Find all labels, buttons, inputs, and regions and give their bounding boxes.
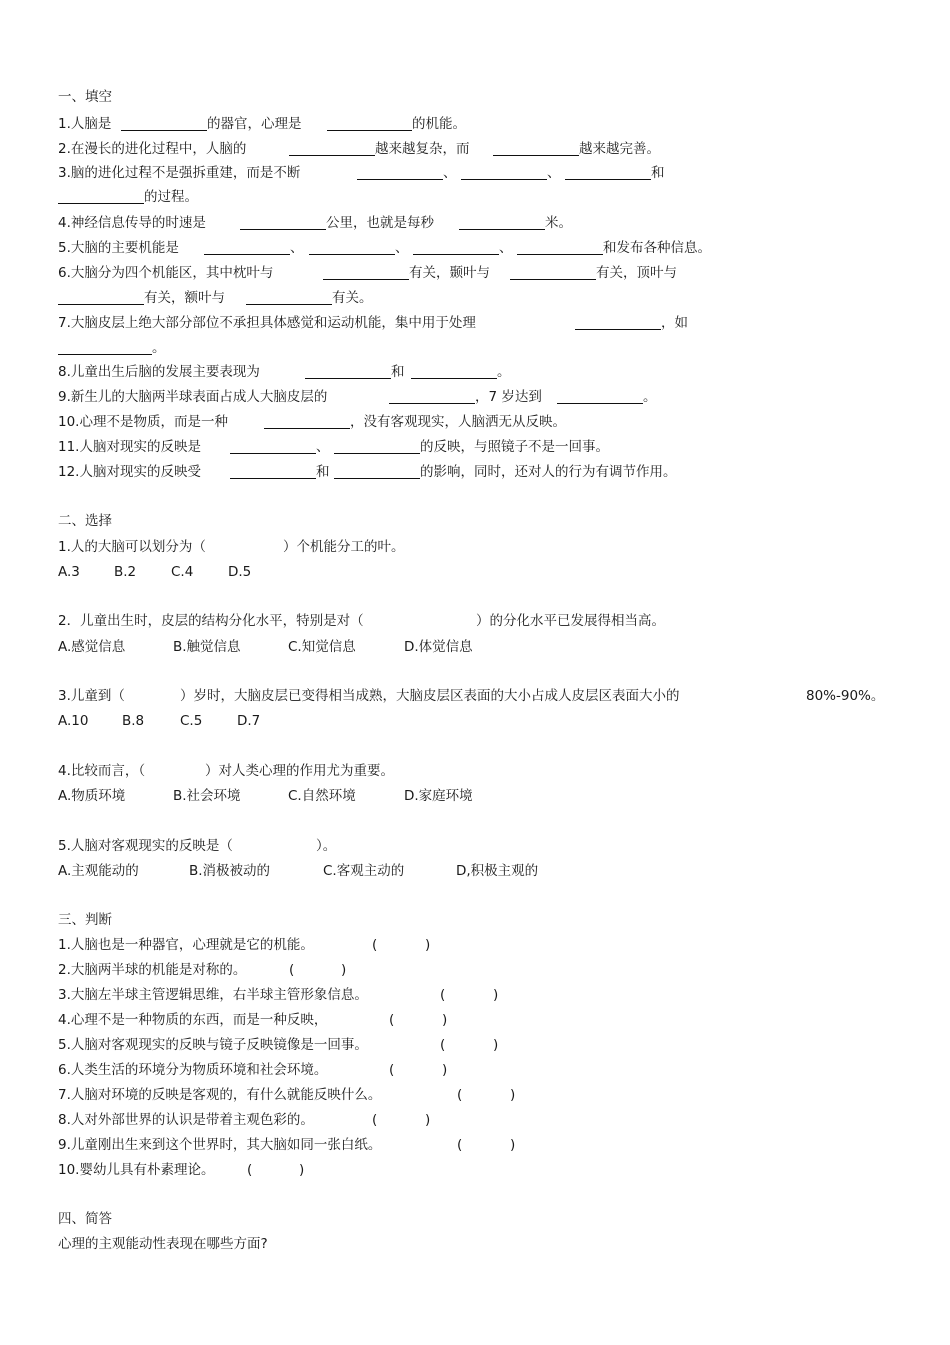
fill-q6-blank-4[interactable] bbox=[246, 304, 332, 305]
fill-q1-text-b: 的器官，心理是 bbox=[207, 116, 302, 132]
fill-q2-blank-2[interactable] bbox=[493, 155, 579, 156]
choice-q5-option-c[interactable]: C.客观主动的 bbox=[323, 863, 405, 879]
fill-q4-text-c: 米。 bbox=[545, 215, 572, 231]
judge-q5-paren-close[interactable]: ) bbox=[493, 1037, 499, 1053]
judge-q1-paren-open[interactable]: ( bbox=[372, 937, 378, 953]
fill-q6-text-d: 有关，额叶与 bbox=[144, 290, 225, 306]
choice-q4-option-c[interactable]: C.自然环境 bbox=[288, 788, 356, 804]
judge-q10-paren-open[interactable]: ( bbox=[247, 1162, 253, 1178]
choice-q4-option-d[interactable]: D.家庭环境 bbox=[404, 788, 473, 804]
fill-q10-text-b: ，没有客观现实，人脑洒无从反映。 bbox=[350, 414, 566, 430]
choice-q2-text-a: 2．儿童出生时，皮层的结构分化水平，特别是对（ bbox=[58, 613, 364, 629]
fill-q5-sep-2: 、 bbox=[395, 240, 409, 256]
judge-q9-paren-open[interactable]: ( bbox=[457, 1137, 463, 1153]
fill-q5-sep-1: 、 bbox=[290, 240, 304, 256]
judge-q9-text: 9.儿童刚出生来到这个世界时，其大脑如同一张白纸。 bbox=[58, 1137, 382, 1153]
choice-q1-option-c[interactable]: C.4 bbox=[171, 564, 194, 580]
fill-q12-text-c: 的影响，同时，还对人的行为有调节作用。 bbox=[420, 464, 677, 480]
fill-q6-blank-3[interactable] bbox=[58, 304, 144, 305]
fill-q3-blank-1[interactable] bbox=[357, 179, 443, 180]
fill-q10-blank-1[interactable] bbox=[264, 428, 350, 429]
fill-q9-text-b: ，7 岁达到 bbox=[475, 389, 542, 405]
fill-q9-text-a: 9.新生儿的大脑两半球表面占成人大脑皮层的 bbox=[58, 389, 328, 405]
fill-q3-sep-1: 、 bbox=[443, 165, 457, 181]
choice-q3-option-a[interactable]: A.10 bbox=[58, 713, 89, 729]
fill-q11-blank-2[interactable] bbox=[334, 453, 420, 454]
choice-q3-option-c[interactable]: C.5 bbox=[180, 713, 203, 729]
fill-q6-blank-2[interactable] bbox=[510, 279, 596, 280]
choice-q5-text-a: 5.人脑对客观现实的反映是（ bbox=[58, 838, 233, 854]
judge-q1-paren-close[interactable]: ) bbox=[425, 937, 431, 953]
judge-q1-text: 1.人脑也是一种器官，心理就是它的机能。 bbox=[58, 937, 314, 953]
choice-q1-option-d[interactable]: D.5 bbox=[228, 564, 252, 580]
judge-q2-text: 2.大脑两半球的机能是对称的。 bbox=[58, 962, 247, 978]
short-q1-text: 心理的主观能动性表现在哪些方面? bbox=[58, 1236, 268, 1252]
fill-q5-text-b: 和发布各种信息。 bbox=[603, 240, 711, 256]
judge-q6-text: 6.人类生活的环境分为物质环境和社会环境。 bbox=[58, 1062, 328, 1078]
fill-q8-blank-1[interactable] bbox=[305, 378, 391, 379]
fill-q3-text-b: 和 bbox=[651, 165, 665, 181]
judge-q5-text: 5.人脑对客观现实的反映与镜子反映镜像是一回事。 bbox=[58, 1037, 368, 1053]
choice-q3-text-a: 3.儿童到（ bbox=[58, 688, 125, 704]
fill-q11-blank-1[interactable] bbox=[230, 453, 316, 454]
fill-q2-blank-1[interactable] bbox=[289, 155, 375, 156]
fill-q8-text-c: 。 bbox=[497, 364, 511, 380]
fill-q6-text-b: 有关，颞叶与 bbox=[409, 265, 490, 281]
fill-q6-text-a: 6.大脑分为四个机能区，其中枕叶与 bbox=[58, 265, 274, 281]
choice-q3-option-d[interactable]: D.7 bbox=[237, 713, 261, 729]
fill-q10-text-a: 10.心理不是物质，而是一种 bbox=[58, 414, 228, 430]
judge-q6-paren-open[interactable]: ( bbox=[389, 1062, 395, 1078]
fill-q9-blank-1[interactable] bbox=[389, 403, 475, 404]
fill-q5-blank-1[interactable] bbox=[204, 254, 290, 255]
fill-q3-sep-2: 、 bbox=[547, 165, 561, 181]
choice-q2-text-b: ）的分化水平已发展得相当高。 bbox=[476, 613, 665, 629]
judge-q3-paren-open[interactable]: ( bbox=[440, 987, 446, 1003]
fill-q7-text-a: 7.大脑皮层上绝大部分部位不承担具体感觉和运动机能，集中用于处理 bbox=[58, 315, 476, 331]
judge-q4-text: 4.心理不是一种物质的东西，而是一种反映， bbox=[58, 1012, 328, 1028]
fill-q12-blank-1[interactable] bbox=[230, 478, 316, 479]
choice-q2-option-b[interactable]: B.触觉信息 bbox=[173, 639, 241, 655]
fill-q7-text-b: ，如 bbox=[661, 315, 688, 331]
fill-q5-blank-2[interactable] bbox=[309, 254, 395, 255]
judge-q8-paren-close[interactable]: ) bbox=[425, 1112, 431, 1128]
judge-q7-paren-open[interactable]: ( bbox=[457, 1087, 463, 1103]
judge-q4-paren-close[interactable]: ) bbox=[442, 1012, 448, 1028]
section-heading-short: 四、简答 bbox=[58, 1211, 112, 1227]
fill-q4-blank-1[interactable] bbox=[240, 229, 326, 230]
fill-q8-text-b: 和 bbox=[391, 364, 405, 380]
fill-q7-blank-1[interactable] bbox=[575, 329, 661, 330]
fill-q12-text-b: 和 bbox=[316, 464, 330, 480]
judge-q3-text: 3.大脑左半球主管逻辑思维，右半球主管形象信息。 bbox=[58, 987, 368, 1003]
fill-q12-blank-2[interactable] bbox=[334, 478, 420, 479]
section-heading-choice: 二、选择 bbox=[58, 513, 112, 529]
fill-q7-text-c: 。 bbox=[152, 340, 166, 356]
fill-q1-blank-2[interactable] bbox=[327, 130, 412, 131]
judge-q7-text: 7.人脑对环境的反映是客观的，有什么就能反映什么。 bbox=[58, 1087, 382, 1103]
judge-q6-paren-close[interactable]: ) bbox=[442, 1062, 448, 1078]
section-heading-fill: 一、填空 bbox=[58, 89, 112, 105]
fill-q11-sep: 、 bbox=[316, 439, 330, 455]
fill-q2-text-b: 越来越复杂，而 bbox=[375, 141, 470, 157]
fill-q5-sep-3: 、 bbox=[499, 240, 513, 256]
fill-q2-text-a: 2.在漫长的进化过程中，人脑的 bbox=[58, 141, 247, 157]
fill-q1-text-a: 1.人脑是 bbox=[58, 116, 112, 132]
fill-q11-text-a: 11.人脑对现实的反映是 bbox=[58, 439, 201, 455]
choice-q1-text-a: 1.人的大脑可以划分为（ bbox=[58, 539, 206, 555]
fill-q3-blank-3[interactable] bbox=[565, 179, 651, 180]
judge-q10-text: 10.婴幼儿具有朴素理论。 bbox=[58, 1162, 215, 1178]
judge-q3-paren-close[interactable]: ) bbox=[493, 987, 499, 1003]
judge-q10-paren-close[interactable]: ) bbox=[299, 1162, 305, 1178]
fill-q12-text-a: 12.人脑对现实的反映受 bbox=[58, 464, 201, 480]
choice-q4-text-b: ）对人类心理的作用尤为重要。 bbox=[205, 763, 394, 779]
fill-q6-blank-1[interactable] bbox=[323, 279, 409, 280]
choice-q2-option-d[interactable]: D.体觉信息 bbox=[404, 639, 473, 655]
choice-q5-option-d[interactable]: D,积极主观的 bbox=[456, 863, 539, 879]
choice-q2-option-c[interactable]: C.知觉信息 bbox=[288, 639, 356, 655]
choice-q1-text-b: ）个机能分工的叶。 bbox=[283, 539, 405, 555]
choice-q1-option-a[interactable]: A.3 bbox=[58, 564, 80, 580]
choice-q4-option-b[interactable]: B.社会环境 bbox=[173, 788, 241, 804]
judge-q2-paren-close[interactable]: ) bbox=[341, 962, 347, 978]
choice-q5-option-a[interactable]: A.主观能动的 bbox=[58, 863, 139, 879]
judge-q4-paren-open[interactable]: ( bbox=[389, 1012, 395, 1028]
choice-q3-text-c: 80%-90%。 bbox=[806, 688, 885, 704]
judge-q2-paren-open[interactable]: ( bbox=[289, 962, 295, 978]
fill-q3-text-c: 的过程。 bbox=[144, 189, 198, 205]
fill-q6-text-c: 有关，顶叶与 bbox=[596, 265, 677, 281]
judge-q5-paren-open[interactable]: ( bbox=[440, 1037, 446, 1053]
choice-q5-option-b[interactable]: B.消极被动的 bbox=[189, 863, 271, 879]
fill-q6-text-e: 有关。 bbox=[332, 290, 373, 306]
fill-q3-text-a: 3.脑的进化过程不是强拆重建，而是不断 bbox=[58, 165, 301, 181]
choice-q3-text-b: ）岁时，大脑皮层已变得相当成熟，大脑皮层区表面的大小占成人皮层区表面大小的 bbox=[180, 688, 680, 704]
choice-q4-option-a[interactable]: A.物质环境 bbox=[58, 788, 126, 804]
choice-q4-text-a: 4.比较而言，（ bbox=[58, 763, 146, 779]
fill-q2-text-c: 越来越完善。 bbox=[579, 141, 660, 157]
fill-q3-blank-2[interactable] bbox=[461, 179, 547, 180]
fill-q8-text-a: 8.儿童出生后脑的发展主要表现为 bbox=[58, 364, 260, 380]
fill-q3-blank-4[interactable] bbox=[58, 203, 144, 204]
judge-q8-paren-open[interactable]: ( bbox=[372, 1112, 378, 1128]
fill-q4-blank-2[interactable] bbox=[459, 229, 545, 230]
fill-q8-blank-2[interactable] bbox=[411, 378, 497, 379]
fill-q9-blank-2[interactable] bbox=[557, 403, 643, 404]
judge-q8-text: 8.人对外部世界的认识是带着主观色彩的。 bbox=[58, 1112, 314, 1128]
fill-q5-blank-3[interactable] bbox=[413, 254, 499, 255]
choice-q1-option-b[interactable]: B.2 bbox=[114, 564, 137, 580]
fill-q5-text-a: 5.大脑的主要机能是 bbox=[58, 240, 179, 256]
fill-q5-blank-4[interactable] bbox=[517, 254, 603, 255]
fill-q4-text-b: 公里，也就是每秒 bbox=[326, 215, 434, 231]
judge-q7-paren-close[interactable]: ) bbox=[510, 1087, 516, 1103]
fill-q11-text-b: 的反映，与照镜子不是一回事。 bbox=[420, 439, 609, 455]
fill-q1-text-c: 的机能。 bbox=[412, 116, 466, 132]
fill-q7-blank-2[interactable] bbox=[58, 354, 152, 355]
choice-q5-text-b: ）。 bbox=[316, 838, 337, 854]
choice-q2-option-a[interactable]: A.感觉信息 bbox=[58, 639, 126, 655]
fill-q1-blank-1[interactable] bbox=[121, 130, 207, 131]
fill-q9-text-c: 。 bbox=[643, 389, 657, 405]
section-heading-judge: 三、判断 bbox=[58, 912, 112, 928]
judge-q9-paren-close[interactable]: ) bbox=[510, 1137, 516, 1153]
choice-q3-option-b[interactable]: B.8 bbox=[122, 713, 145, 729]
fill-q4-text-a: 4.神经信息传导的时速是 bbox=[58, 215, 206, 231]
